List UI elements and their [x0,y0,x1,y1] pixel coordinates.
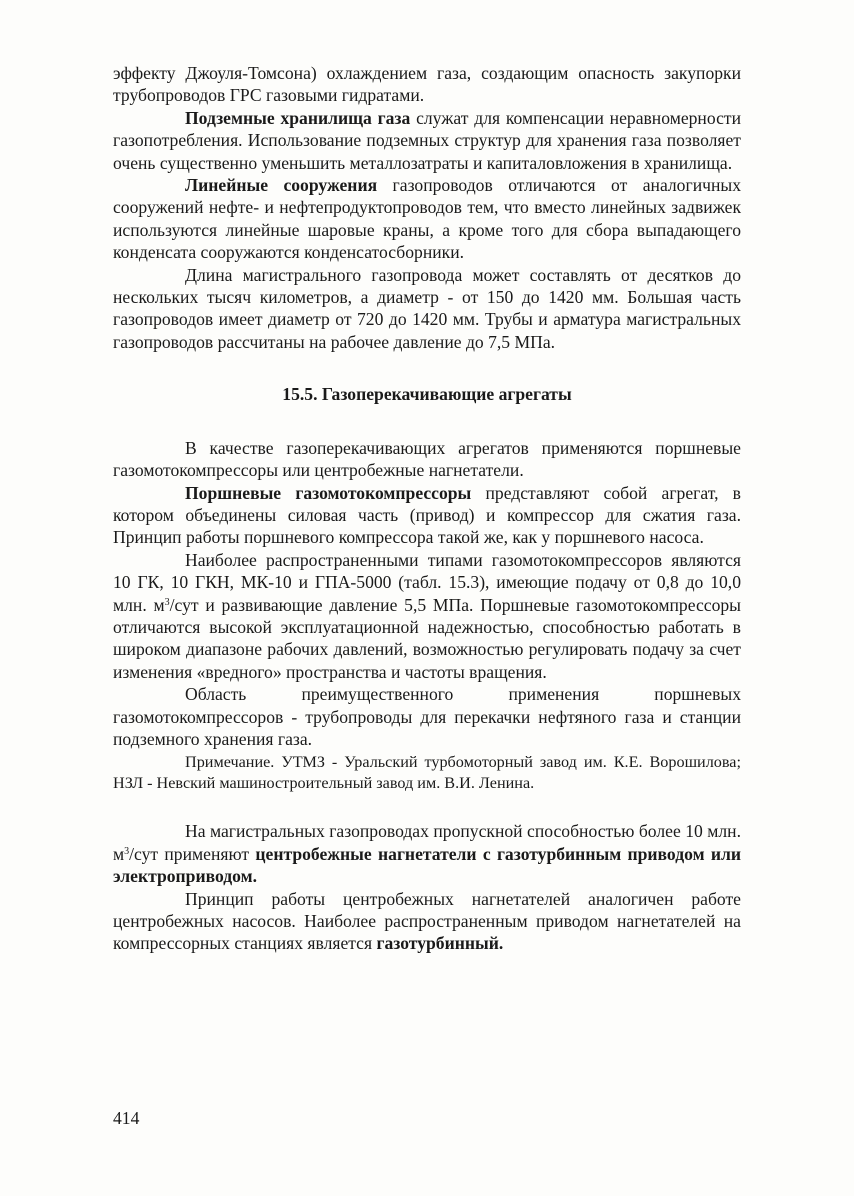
paragraph-text: Принцип работы центробежных нагнетателей аналогичен работе центробежных насосов. Наиболее распространенным приводом нагнетателей на компрессорных станциях является [113,888,741,954]
paragraph-text: газопроводов отличаются от аналогичных сооружений нефте- и нефтепродуктопроводов тем, что вместо линейных задвижек используются линейные шаровые краны, а кроме того для сбора выпадающего конденсата сооружаются конденсатосборники. [113,175,741,263]
section-heading: 15.5. Газоперекачивающие агрегаты [282,384,572,405]
paragraph-application-area [113,683,741,750]
paragraph-underground-storage [113,107,741,174]
paragraph-operating-principle [113,888,741,955]
paragraph-text: служат для компенсации неравномерности газопотребления. Использование подземных структур для хранения газа позволяет очень существенно уменьшить металлозатраты и капиталовложения в хранилища. [113,107,741,173]
paragraph-pipeline-length [113,264,741,354]
note-text: Примечание. УТМЗ - Уральский турбомоторный завод им. К.Е. Ворошилова; НЗЛ - Невский машиностроительный завод им. В.И. Ленина. [113,753,741,793]
paragraph-gas-pumping-units [113,437,741,482]
superscript: 3 [124,845,130,857]
paragraph-text: На магистральных газопроводах пропускной способностью более 10 млн. м [113,821,741,864]
paragraph-linear-structures [113,174,741,264]
paragraph-text: Область преимущественного применения поршневых газомотокомпрессоров - трубопроводы для перекачки нефтяного газа и станции подземного хранения газа. [113,684,741,749]
term-bold: центробежные нагнетатели с газотурбинным приводом или электроприводом. [113,843,741,887]
term-bold: газотурбинный. [376,933,504,954]
superscript: 3 [164,596,170,608]
paragraph-text: Длина магистрального газопровода может составлять от десятков до нескольких тысяч километров, а диаметр - от 150 до 1420 мм. Большая часть газопроводов имеет диаметр от 720 до 1420 мм. Трубы и арматура магистральных газопроводов рассчитаны на рабочее давление до 7,5 МПа. [113,264,741,352]
paragraph-text: Наиболее распространенными типами газомотокомпрессоров являются 10 ГК, 10 ГКН, МК-10 и ГПА-5000 (табл. 15.3), имеющие подачу от 0,8 до 10,0 млн. м [113,549,741,615]
term-bold: Поршневые газомотокомпрессоры [185,482,472,503]
term-bold: Подземные хранилища газа [185,107,411,128]
spacer [113,794,741,820]
paragraph-piston-compressors [113,482,741,549]
paragraph-continuation [113,62,741,107]
paragraph-text: представляют собой агрегат, в котором объединены силовая часть (привод) и компрессор для сжатия газа. Принцип работы поршневого компрессора такой же, как у поршневого насоса. [113,482,741,548]
paragraph-text: /сут и развивающие давление 5,5 МПа. Поршневые газомотокомпрессоры отличаются высокой эксплуатационной надежностью, способностью работать в широком диапазоне рабочих давлений, возможностью регулировать подачу за счет изменения «вредного» пространства и частоты вращения. [113,594,741,682]
paragraph-text: В качестве газоперекачивающих агрегатов применяются поршневые газомотокомпрессоры или центробежные нагнетатели. [113,437,741,481]
term-bold: Линейные сооружения [185,175,378,196]
paragraph-compressor-types [113,549,741,683]
paragraph-centrifugal [113,820,741,887]
paragraph-text: /сут применяют [129,843,256,864]
paragraph-text: эффекту Джоуля-Томсона) охлаждением газа, создающим опасность закупорки трубопроводов ГРС газовыми гидратами. [113,63,741,106]
paragraph-note [113,752,741,794]
page-number: 414 [113,1108,140,1128]
page-body [113,62,741,955]
